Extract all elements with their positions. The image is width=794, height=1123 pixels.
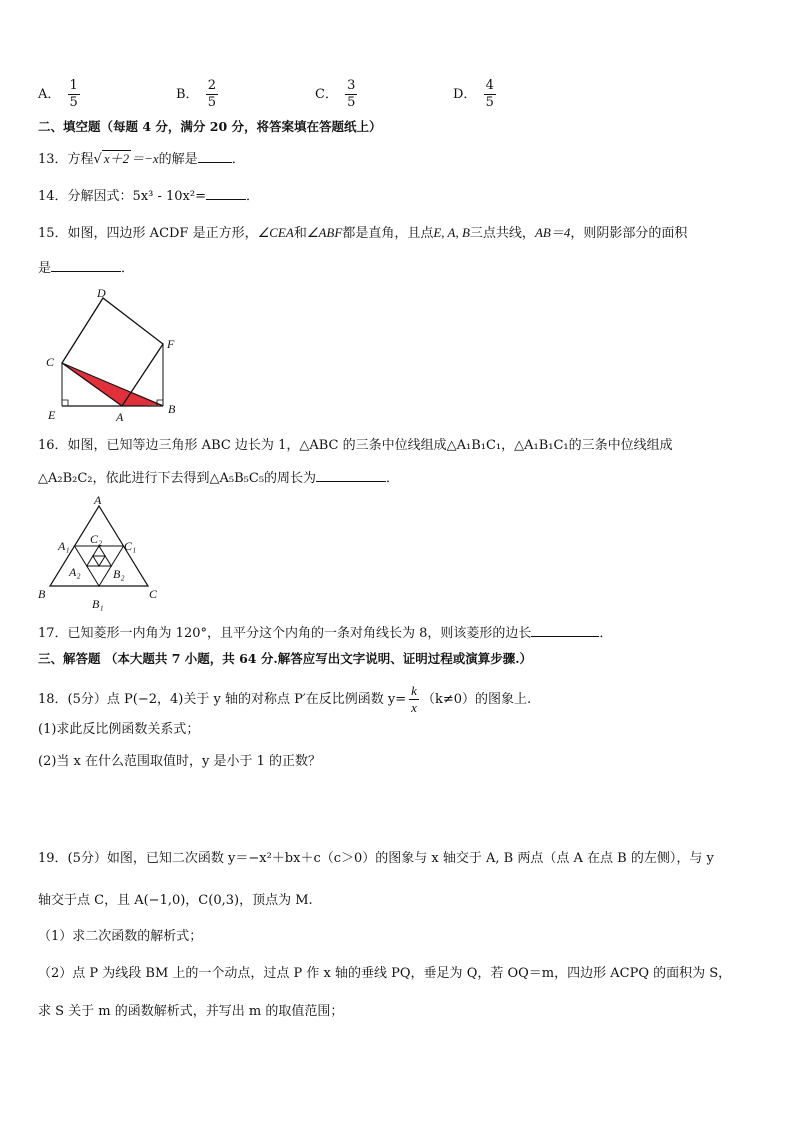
question-19-line-1: 19．(5分）如图，已知二次函数 y＝−x²＋bx＋c（c＞0）的图象与 x 轴交于 A, B 两点（点 A 在点 B 的左侧），与 y: [38, 851, 714, 866]
option-b: [176, 78, 221, 111]
label-a: A: [94, 494, 102, 507]
right-angle-mark-e: [62, 400, 68, 406]
label-b: B: [38, 587, 46, 601]
label-c: C: [149, 587, 158, 601]
option-fraction: $\frac{1}{5}$: [69, 78, 78, 110]
label-c: C: [46, 355, 55, 369]
label-f: F: [167, 337, 175, 351]
option-a: [38, 78, 83, 111]
label-a1: A₁: [58, 539, 70, 553]
answer-blank[interactable]: [531, 624, 599, 637]
option-fraction: $\frac{3}{5}$: [347, 78, 356, 110]
label-b2: B₂: [113, 567, 125, 581]
question-19-part-1: （1）求二次函数的解析式；: [38, 929, 203, 944]
label-c2: C₂: [90, 532, 103, 546]
section-2-title: 二、填空题（每题 4 分，满分 20 分，将答案填在答题纸上）: [38, 119, 382, 134]
nested-triangles-figure: [36, 494, 166, 614]
question-16-line-1: 16．如图，已知等边三角形 ABC 边长为 1，△ABC 的三条中位线组成△A₁B₁C₁，△A₁B₁C₁的三条中位线组成: [38, 438, 673, 453]
question-18: 18．(5分）点 P(−2，4)关于 y 轴的对称点 P′在反比例函数 y= $\frac{k}{x}$ （k≠0）的图象上.: [38, 683, 532, 715]
option-letter: D．: [453, 87, 477, 102]
option-fraction: $\frac{4}{5}$: [485, 78, 494, 110]
question-19-part-2a: （2）点 P 为线段 BM 上的一个动点，过点 P 作 x 轴的垂线 PQ，垂足为 Q，若 OQ＝m，四边形 ACPQ 的面积为 S，: [38, 966, 732, 981]
fraction-k-over-x: $\frac{k}{x}$: [411, 683, 417, 715]
label-d: D: [97, 286, 106, 300]
question-18-part-2: (2)当 x 在什么范围取值时，y 是小于 1 的正数？: [38, 754, 322, 769]
label-e: E: [48, 408, 56, 422]
question-15-line-2: 是 ．: [38, 261, 135, 276]
question-18-part-1: (1)求此反比例函数关系式；: [38, 722, 200, 737]
answer-blank[interactable]: [206, 187, 246, 200]
option-fraction: $\frac{2}{5}$: [207, 78, 216, 110]
section-3-title: 三、解答题 （本大题共 7 小题，共 64 分.解答应写出文字说明、证明过程或演算步骤.）: [38, 651, 533, 666]
option-c: [315, 78, 360, 111]
label-b1: B₁: [92, 597, 104, 611]
option-d: [453, 78, 499, 111]
question-15-line-1: 15．如图，四边形 ACDF 是正方形，∠CEA和∠ABF都是直角，且点E, A, B三点共线，AB＝4，则阴影部分的面积: [38, 225, 688, 241]
label-c1: C₁: [124, 539, 137, 553]
question-19-part-2b: 求 S 关于 m 的函数解析式，并写出 m 的取值范围；: [38, 1004, 344, 1019]
answer-blank[interactable]: [316, 469, 386, 482]
question-19-line-2: 轴交于点 C，且 A(−1,0)，C(0,3)，顶点为 M.: [38, 893, 313, 908]
answer-blank[interactable]: [51, 259, 121, 272]
question-17: 17．已知菱形一内角为 120°，且平分这个内角的一条对角线长为 8，则该菱形的边长 ．: [38, 626, 613, 641]
square-figure: [40, 285, 190, 427]
question-14: 14．分解因式：5x³ - 10x²= ．: [38, 189, 260, 204]
label-b: B: [168, 402, 176, 416]
option-letter: C．: [315, 87, 338, 102]
answer-blank[interactable]: [198, 150, 232, 163]
label-a: A: [116, 410, 124, 424]
option-letter: A．: [38, 87, 61, 102]
question-13: 13．方程√ x＋2 ＝−x的解是 ．: [38, 151, 245, 167]
question-16-line-2: △A₂B₂C₂，依此进行下去得到△A₅B₅C₅的周长为 ．: [38, 471, 400, 486]
label-a2: A₂: [69, 565, 81, 579]
option-letter: B．: [176, 87, 199, 102]
triangle-a3b3c3: [93, 556, 105, 566]
